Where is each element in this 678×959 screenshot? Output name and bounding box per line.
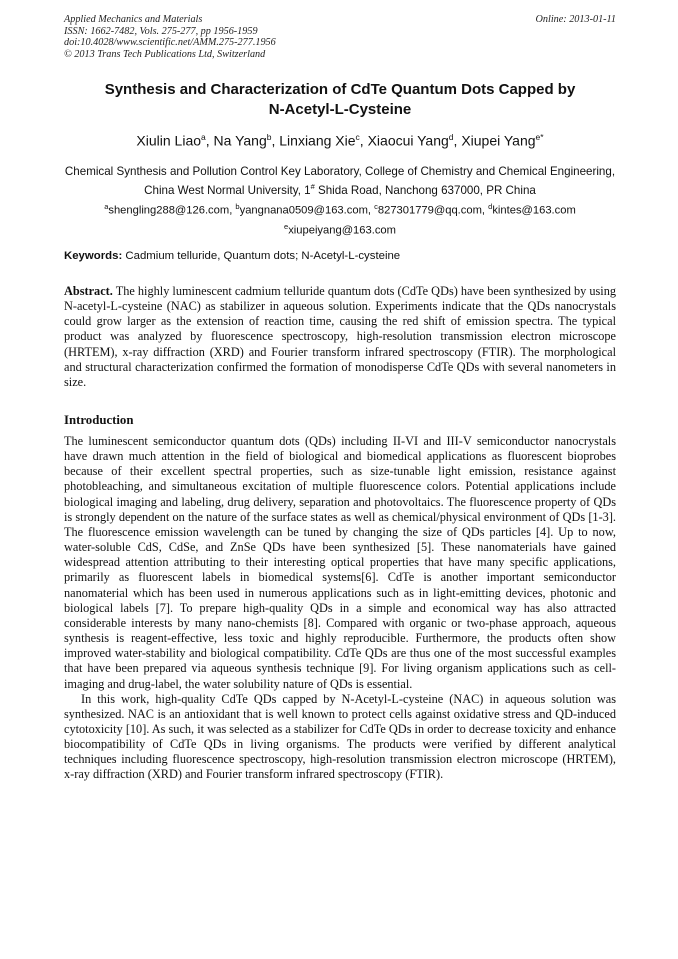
keywords — [64, 249, 616, 263]
publication-header — [64, 14, 616, 60]
section-heading-introduction: Introduction — [64, 413, 134, 427]
affiliation — [64, 164, 616, 198]
abstract — [64, 284, 616, 390]
email-mark: c — [374, 202, 378, 211]
email-mark: b — [235, 202, 240, 211]
paragraph: In this work, high-quality CdTe QDs capped by N-Acetyl-L-cysteine (NAC) in aqueous solution was synthesized. NAC is an antioxidant that is well known to protect cells against oxidative stress and QD-induced cytotoxicity [10]. As such, it was selected as a stabilizer for CdTe QDs in order to decrease toxicity and enhance biocompatibility of CdTe QDs in living organisms. The products were verified by different analytical techniques including fluorescence spectroscopy, high-resolution transmission electron microscope (HRTEM), x-ray diffraction (XRD) and Fourier transform infrared spectroscopy (FTIR). — [64, 691, 616, 782]
email-list: $^a$shengling288@126.com, $^b$yangnana0509@163.com, $^c$827301779@qq.com, $^d$kintes@163.com $^e$xiupeiyang@163.com — [104, 202, 576, 237]
title-line-1: Synthesis and Characterization of CdTe Quantum Dots Capped by — [104, 81, 576, 98]
email-mark: e — [284, 221, 289, 231]
author-mark: d — [448, 132, 454, 142]
introduction-body — [64, 434, 616, 783]
author-mark: c — [355, 132, 360, 142]
title-line-2: N-Acetyl-L-Cysteine — [268, 101, 412, 118]
issn-line: ISSN: 1662-7482, Vols. 275-277, pp 1956-1959 — [64, 25, 258, 37]
email-mark: a — [104, 202, 109, 211]
author-name: Xiulin Liao — [136, 132, 202, 149]
author-list: Xiulin Liao$^a$, Na Yang$^b$, Linxiang Xie$^c$, Xiaocui Yang$^d$, Xiupei Yang$^{e*}$ — [136, 132, 544, 149]
paragraph: The luminescent semiconductor quantum dots (QDs) including II-VI and III-V semiconductor nanocrystals have drawn much attention in the field of biological and biomedical applications as fluorescent bioprobes because of their excellent spectral properties, such as size-tunable light emission, resistance against photobleaching, and simultaneous excitation of multiple fluorescence colors. Potential applications include biological imaging and labeling, drug delivery, separation and photovoltaics. The fluorescence property of QDs is strongly dependent on the nature of the surface states as well as chemical/physical environment of QDs [1-3]. The fluorescence emission wavelength can be tuned by changing the size of QDs particles [4]. Up to now, water-soluble CdS, CdSe, and ZnSe QDs have been synthesized [5]. These nanomaterials have gained widespread attention attributing to their interesting optical properties that have many specific applications, primarily as fluorescent labels in biomedical systems[6]. CdTe is another important semiconductor nanomaterial which has been used in numerous applications such as in light-emitting devices, photonic and biological labels [7]. To prepare high-quality QDs in a simple and economical way has also attracted considerable interests by many nano-chemists [8]. Compared with organic or two-phase approach, aqueous synthesis is reagent-effective, less toxic and highly reproducible. Furthermore, the products often show improved water-stability and biological compatibility. CdTe QDs are thus one of the most successful examples that have been prepared via aqueous synthesis technique [9]. For living organism applications such as cell-imaging and drug-label, the water solubility nature of QDs is essential. — [64, 434, 616, 691]
copyright-line: © 2013 Trans Tech Publications Ltd, Switzerland — [64, 48, 266, 60]
journal-name: Applied Mechanics and Materials — [64, 14, 203, 25]
author-name: Xiupei Yang — [461, 132, 536, 149]
email-mark: d — [488, 202, 493, 211]
author-name: Xiaocui Yang — [367, 132, 449, 149]
paper-title — [60, 80, 620, 120]
author-name: Linxiang Xie — [279, 132, 356, 149]
affiliation-sup: # — [310, 182, 315, 191]
keywords-text: Cadmium telluride, Quantum dots; N-Acetyl-L-cysteine — [122, 250, 401, 262]
abstract-label: Abstract. — [64, 284, 113, 298]
email-address: 827301779@qq.com — [377, 204, 482, 217]
affiliation-text: Chemical Synthesis and Pollution Control Key Laboratory, College of Chemistry and Chemical Engineering, China West Normal University, 1 — [64, 165, 616, 197]
email-address: shengling288@126.com — [108, 204, 230, 217]
keywords-label: Keywords: — [64, 250, 123, 262]
affiliation-text-end: Shida Road, Nanchong 637000, PR China — [314, 183, 536, 197]
author-mark: b — [266, 132, 272, 142]
email-address: xiupeiyang@163.com — [288, 224, 396, 237]
abstract-text: The highly luminescent cadmium telluride quantum dots (CdTe QDs) have been synthesized by using N-acetyl-L-cysteine (NAC) as stabilizer in aqueous solution. Experiments indicate that the QDs nanocrystals could grow larger as the extension of reaction time, causing the red shift of emission spectra. The typical product was analyzed by fluorescence spectroscopy, high-resolution transmission electron microscope (HRTEM), x-ray diffraction (XRD) and Fourier transform infrared spectroscopy (FTIR). The morphological and structural characterization confirmed the formation of monodisperse CdTe QDs with several nanometers in size. — [64, 284, 616, 389]
online-date: Online: 2013-01-11 — [535, 14, 616, 25]
author-name: Na Yang — [213, 132, 267, 149]
email-address: yangnana0509@163.com — [239, 204, 368, 217]
author-mark: e* — [535, 132, 544, 142]
email-address: kintes@163.com — [492, 204, 576, 217]
author-mark: a — [201, 132, 206, 142]
doi-line: doi:10.4028/www.scientific.net/AMM.275-277.1956 — [64, 37, 276, 49]
